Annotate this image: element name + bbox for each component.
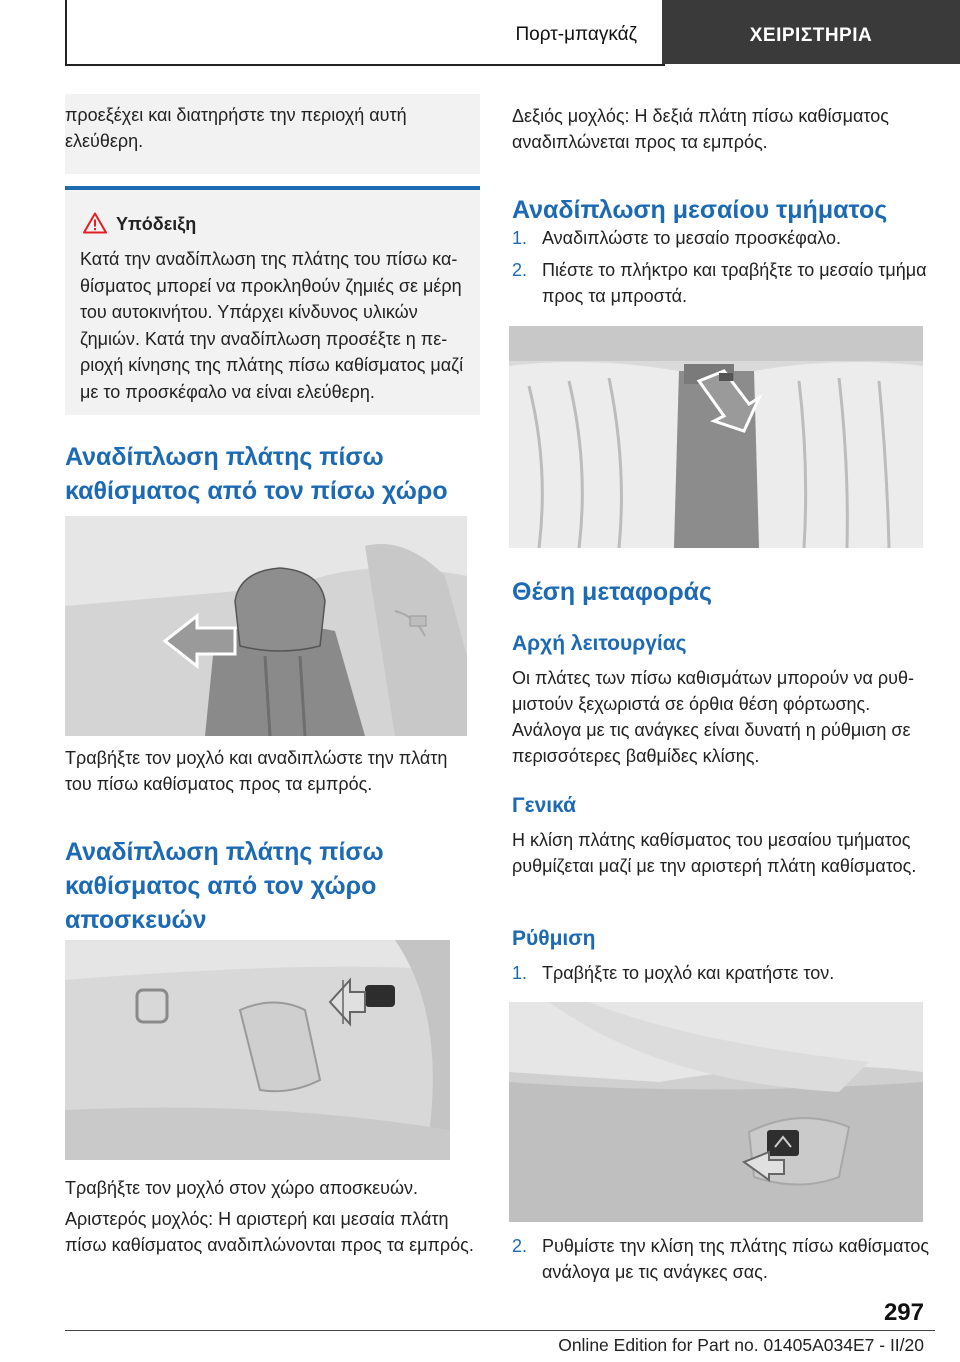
- middle-section-image: [509, 326, 923, 548]
- adjust-steps-list-1: [512, 960, 932, 986]
- middle-step-1: [512, 225, 932, 251]
- chapter-tab: [662, 0, 960, 64]
- edition-text: Online Edition for Part no. 01405A034E7 - II/20: [558, 1335, 924, 1355]
- adjust-lever-image: [509, 1002, 923, 1222]
- paragraph-left-lever: Αριστερός μοχλός: Η αριστερή και μεσαία πλάτη πίσω καθίσματος αναδιπλώνονται προς τα εμπρός.: [65, 1209, 474, 1255]
- paragraph-general: Η κλίση πλάτης καθίσματος του μεσαίου τμήματος ρυθμίζεται μαζί με την αριστερή πλάτη καθίσματος.: [512, 830, 917, 876]
- note-text: Κατά την αναδίπλωση της πλάτης του πίσω καθίσματος μπορεί να προκληθούν ζημιές σε μέρη του αυτοκινήτου. Υπάρχει κίνδυνος υλικών ζημιών. Κατά την αναδίπλωση προσέξτε η περιοχή κίνησης της πλάτης πίσω καθίσματος μαζί με το προσκέφαλο να είναι ελεύθερη.: [80, 249, 464, 402]
- heading-fold-middle: Αναδίπλωση μεσαίου τμήματος: [512, 196, 888, 224]
- adjust-lever-illustration: [509, 1002, 923, 1222]
- header-underline: [65, 64, 665, 66]
- footer-divider: [65, 1330, 935, 1331]
- adjust-steps-list-2: [512, 1233, 932, 1285]
- heading-principle: Αρχή λειτουργίας: [512, 632, 687, 655]
- trunk-lever-image: [65, 940, 450, 1160]
- rear-seat-illustration: [65, 516, 467, 736]
- step-number: 1.: [512, 228, 528, 248]
- paragraph-trunk-lever: Τραβήξτε τον μοχλό στον χώρο αποσκευών.: [65, 1178, 419, 1198]
- paragraph-principle: Οι πλάτες των πίσω καθισμάτων μπορούν να ρυθμιστούν ξεχωριστά σε όρθια θέση φόρτωσης. Ανάλογα με τις ανάγκες είναι δυνατή η ρύθμιση σε περισσότερες βαθμίδες κλίσης.: [512, 668, 914, 766]
- step-text: Αναδιπλώστε το μεσαίο προσκέφαλο.: [542, 228, 841, 248]
- page-number: 297: [883, 1299, 924, 1326]
- warning-icon: [83, 212, 107, 234]
- paragraph-fold-from-rear: Τραβήξτε τον μοχλό και αναδιπλώστε την πλάτη του πίσω καθίσματος προς τα εμπρός.: [65, 748, 448, 794]
- heading-general: Γενικά: [512, 794, 577, 817]
- rear-seat-lever-image: [65, 516, 467, 736]
- section-title: Πορτ-μπαγκάζ: [515, 24, 637, 45]
- heading-fold-from-trunk: Αναδίπλωση πλάτης πίσω καθίσματος από τον χώρο αποσκευών: [65, 838, 384, 934]
- continued-text-box: [65, 94, 480, 174]
- step-number: 2.: [512, 260, 528, 280]
- step-text: Τραβήξτε το μοχλό και κρατήστε τον.: [542, 963, 835, 983]
- step-number: 2.: [512, 1236, 528, 1256]
- step-text: Πιέστε το πλήκτρο και τραβήξτε το μεσαίο τμήμα προς τα μπροστά.: [542, 260, 927, 306]
- heading-fold-from-rear: Αναδίπλωση πλάτης πίσω καθίσματος από τον πίσω χώρο: [65, 443, 448, 505]
- step-number: 1.: [512, 963, 528, 983]
- middle-seat-illustration: [509, 326, 923, 548]
- middle-steps-list: [512, 225, 932, 309]
- paragraph-right-lever: Δεξιός μοχλός: Η δεξιά πλάτη πίσω καθίσματος αναδιπλώνεται προς τα εμπρός.: [512, 106, 889, 152]
- heading-transport-position: Θέση μεταφοράς: [512, 578, 713, 606]
- adjust-step-1: [512, 960, 932, 986]
- middle-step-2: [512, 257, 932, 309]
- note-title: Υπόδειξη: [116, 214, 197, 234]
- caution-note: [65, 186, 480, 415]
- step-text: Ρυθμίστε την κλίση της πλάτης πίσω καθίσματος ανάλογα με τις ανάγκες σας.: [542, 1236, 930, 1282]
- adjust-step-2: [512, 1233, 932, 1285]
- trunk-illustration: [65, 940, 450, 1160]
- continued-text: προεξέχει και διατηρήστε την περιοχή αυτή ελεύθερη.: [65, 105, 407, 151]
- heading-adjust: Ρύθμιση: [512, 927, 596, 950]
- chapter-title: ΧΕΙΡΙΣΤΗΡΙΑ: [749, 25, 873, 46]
